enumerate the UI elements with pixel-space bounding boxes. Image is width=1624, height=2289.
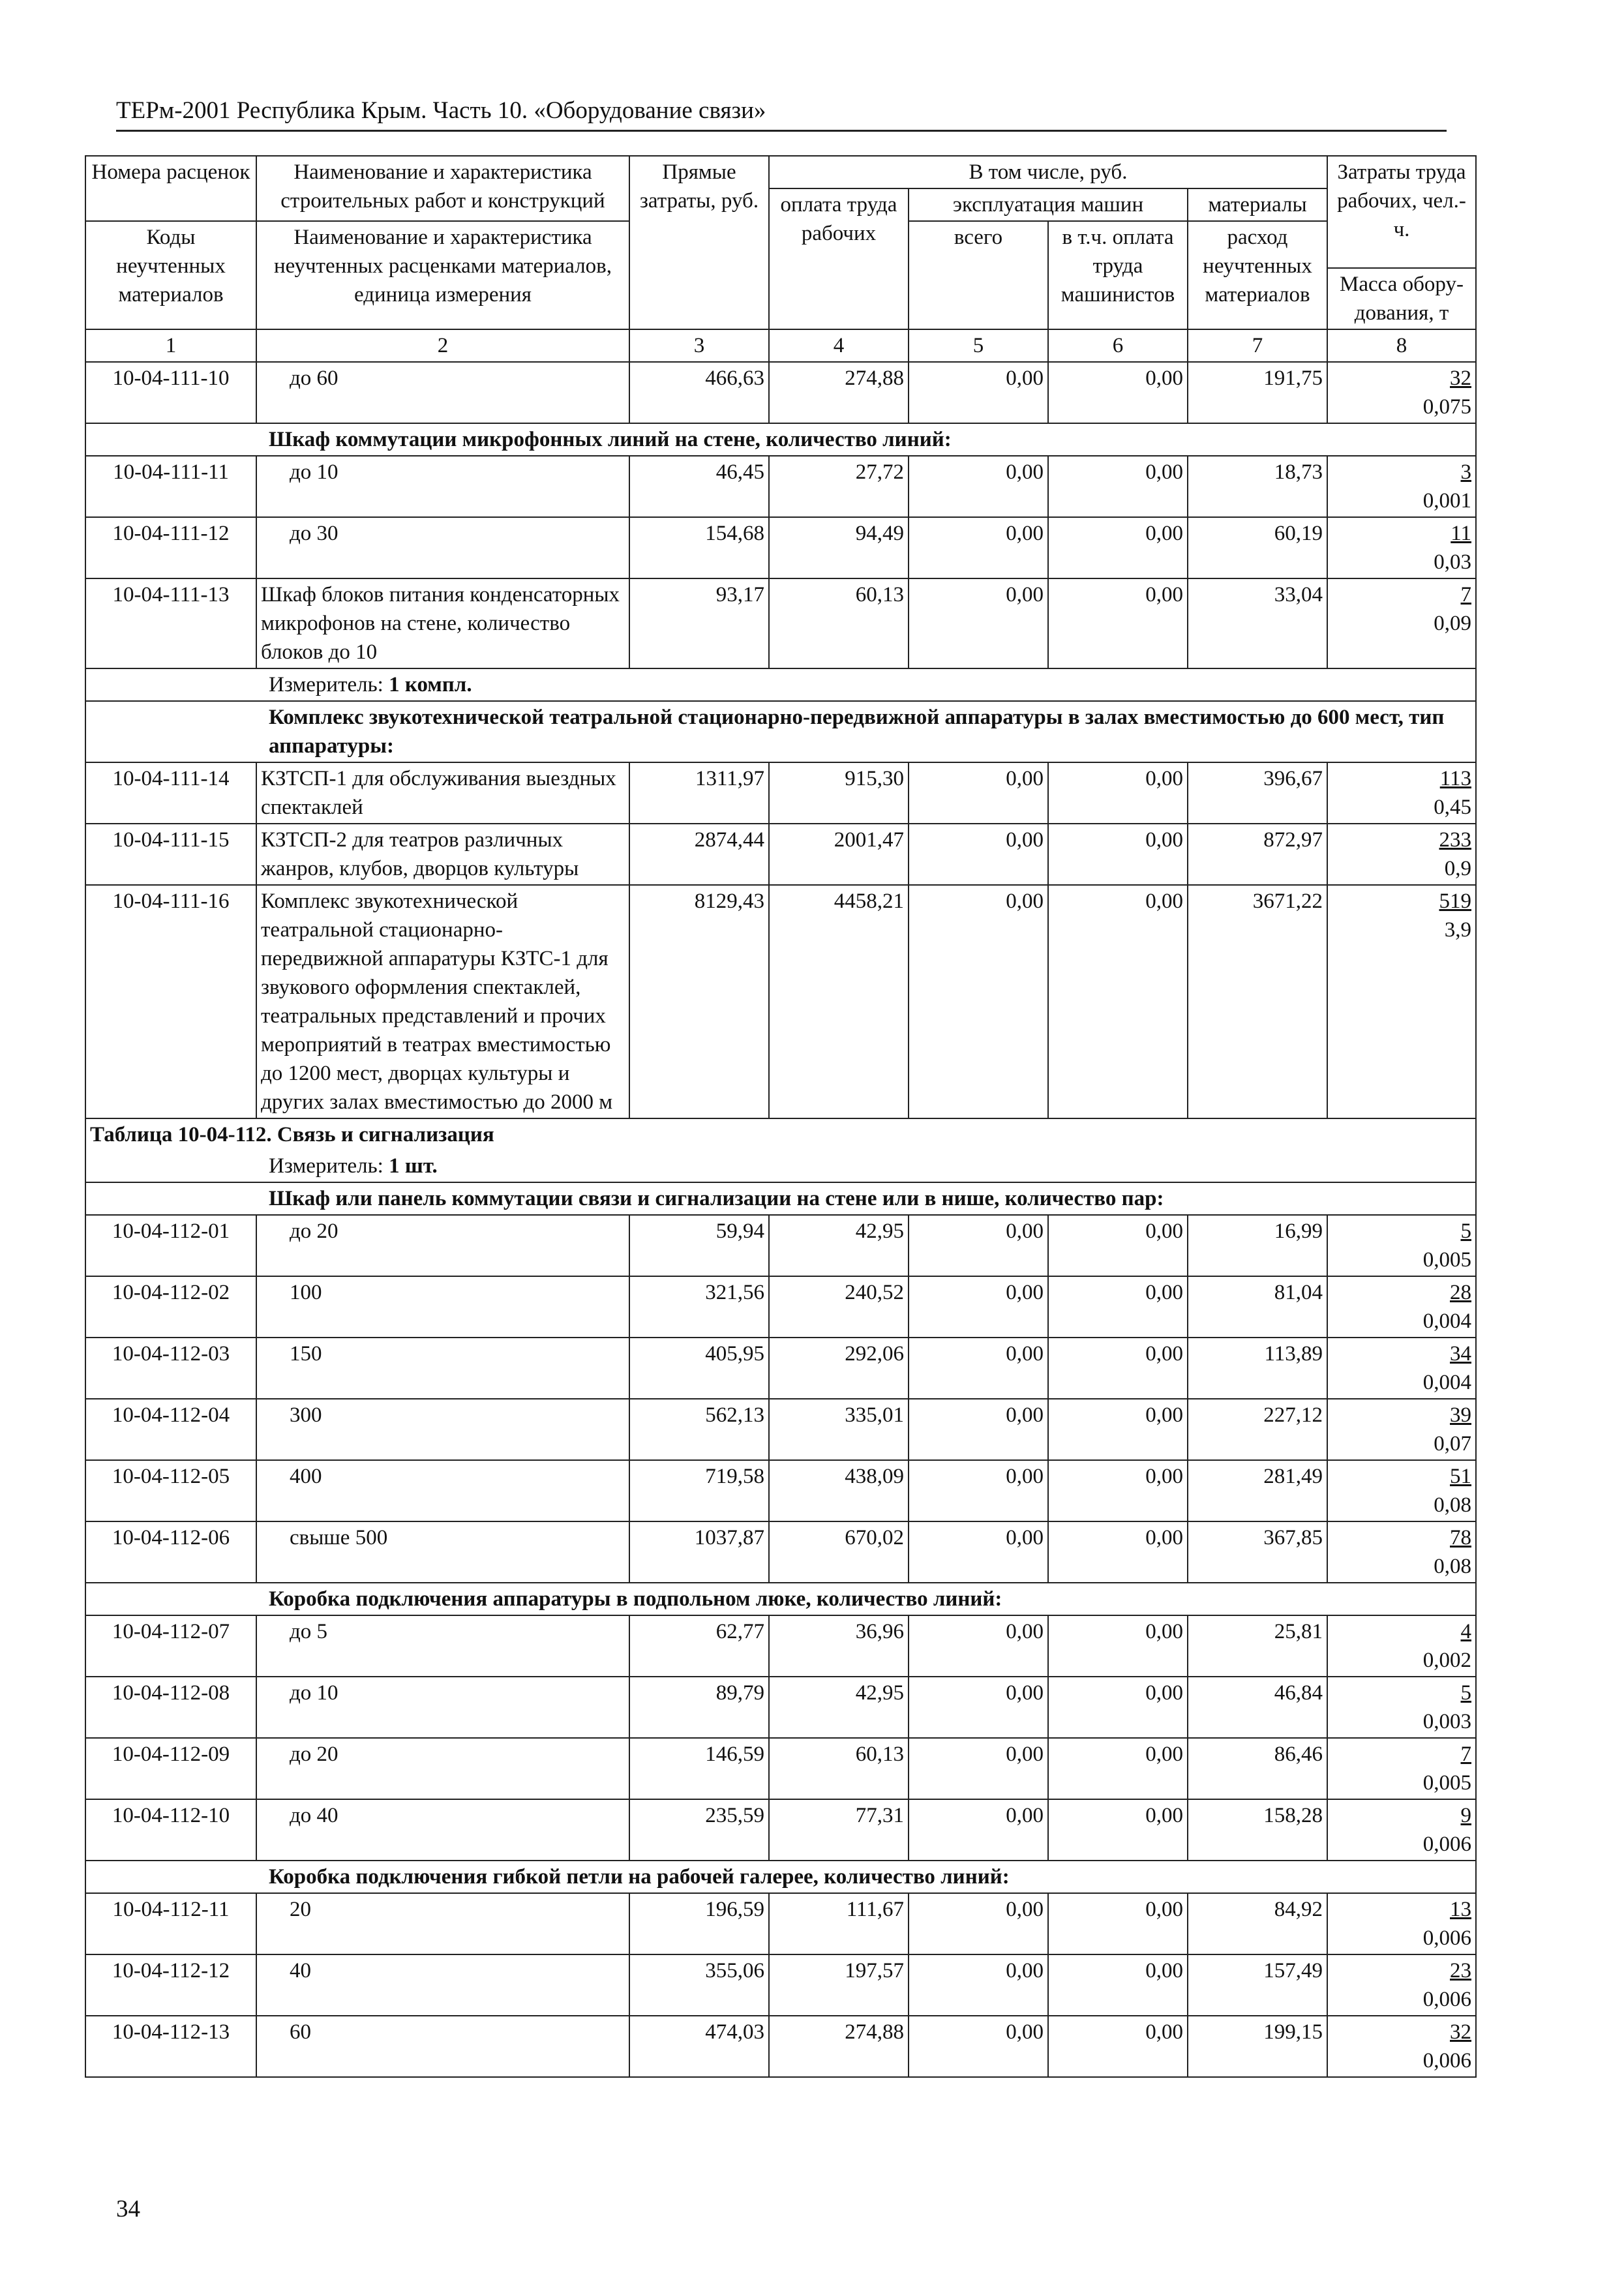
section-d <box>85 1583 1476 1615</box>
rate-code: 10-04-112-07 <box>85 1615 256 1677</box>
labor-hours: 39 <box>1450 1403 1472 1427</box>
equipment-mass: 3,9 <box>1444 918 1472 942</box>
materials-header: материалы <box>1188 188 1327 221</box>
rate-code: 10-04-111-13 <box>85 578 256 668</box>
equipment-mass: 0,005 <box>1422 1248 1472 1272</box>
table-title-block <box>85 1118 1476 1215</box>
materials-cost: 367,85 <box>1188 1521 1327 1583</box>
machinist-labor-cost: 0,00 <box>1048 1521 1188 1583</box>
direct-cost: 62,77 <box>629 1615 769 1677</box>
section-heading: Шкаф или панель коммутации связи и сигнализации на стене или в нише, количество пар: <box>85 1182 1476 1215</box>
labor-cost: 60,13 <box>769 1738 909 1799</box>
work-name: Шкаф блоков питания конденсаторных микрофонов на стене, количество блоков до 10 <box>256 578 629 668</box>
machinist-labor-cost: 0,00 <box>1048 1338 1188 1399</box>
rows-group-b <box>85 456 1476 668</box>
col2-header-top: Наименование и характеристика строительных работ и конструкций <box>256 156 629 221</box>
equipment-mass: 0,9 <box>1444 857 1472 880</box>
rows-group-a <box>85 362 1476 423</box>
column-number: 2 <box>256 329 629 362</box>
rate-code: 10-04-111-15 <box>85 824 256 885</box>
direct-cost: 562,13 <box>629 1399 769 1460</box>
table-row <box>85 1893 1476 1954</box>
column-number: 7 <box>1188 329 1327 362</box>
materials-cost: 396,67 <box>1188 762 1327 824</box>
machinist-labor-cost: 0,00 <box>1048 824 1188 885</box>
labor-cost: 4458,21 <box>769 885 909 1118</box>
machinist-labor-cost: 0,00 <box>1048 578 1188 668</box>
measure-label: Измеритель: <box>269 1154 389 1178</box>
work-name: до 40 <box>256 1799 629 1861</box>
labor-hours-mass-cell <box>1327 1677 1476 1738</box>
col3-header: Прямые затраты, руб. <box>629 156 769 329</box>
machine-cost: 0,00 <box>909 1521 1048 1583</box>
rows-group-f <box>85 1893 1476 2077</box>
materials-cost: 81,04 <box>1188 1276 1327 1338</box>
work-name: КЗТСП-2 для театров различных жанров, клубов, дворцов культуры <box>256 824 629 885</box>
machinist-labor-cost: 0,00 <box>1048 1460 1188 1521</box>
machine-cost: 0,00 <box>909 1460 1048 1521</box>
labor-hours: 7 <box>1460 583 1472 606</box>
machine-cost: 0,00 <box>909 1399 1048 1460</box>
labor-hours: 233 <box>1439 828 1472 852</box>
labor-hours: 32 <box>1450 367 1472 390</box>
table-row <box>85 517 1476 578</box>
materials-cost: 18,73 <box>1188 456 1327 517</box>
work-name: 300 <box>256 1399 629 1460</box>
rate-code: 10-04-112-12 <box>85 1954 256 2016</box>
labor-cost: 27,72 <box>769 456 909 517</box>
labor-hours-mass-cell <box>1327 1738 1476 1799</box>
machine-cost: 0,00 <box>909 2016 1048 2077</box>
machine-cost: 0,00 <box>909 1954 1048 2016</box>
materials-cost: 872,97 <box>1188 824 1327 885</box>
materials-cost: 281,49 <box>1188 1460 1327 1521</box>
labor-hours: 78 <box>1450 1526 1472 1549</box>
labor-cost: 274,88 <box>769 2016 909 2077</box>
labor-cost: 438,09 <box>769 1460 909 1521</box>
rate-code: 10-04-111-14 <box>85 762 256 824</box>
machine-cost: 0,00 <box>909 1276 1048 1338</box>
labor-hours-mass-cell <box>1327 1338 1476 1399</box>
labor-hours-mass-cell <box>1327 1215 1476 1276</box>
col8-header-bottom: Масса обору-дования, т <box>1327 268 1476 329</box>
price-table-sheet <box>85 155 1475 2078</box>
labor-hours-mass-cell <box>1327 1276 1476 1338</box>
measure-value: 1 компл. <box>389 673 472 696</box>
rows-group-c <box>85 762 1476 1118</box>
labor-cost: 915,30 <box>769 762 909 824</box>
table-row <box>85 2016 1476 2077</box>
machine-cost: 0,00 <box>909 456 1048 517</box>
labor-hours-mass-cell <box>1327 1521 1476 1583</box>
machinist-labor-cost: 0,00 <box>1048 762 1188 824</box>
machine-cost: 0,00 <box>909 1677 1048 1738</box>
labor-hours-mass-cell <box>1327 578 1476 668</box>
equipment-mass: 0,08 <box>1434 1493 1472 1517</box>
labor-hours: 13 <box>1450 1898 1472 1921</box>
direct-cost: 466,63 <box>629 362 769 423</box>
materials-cost: 25,81 <box>1188 1615 1327 1677</box>
labor-cost: 670,02 <box>769 1521 909 1583</box>
direct-cost: 59,94 <box>629 1215 769 1276</box>
price-table <box>85 155 1477 2078</box>
section-heading: Шкаф коммутации микрофонных линий на стене, количество линий: <box>85 423 1476 456</box>
materials-cost: 191,75 <box>1188 362 1327 423</box>
machine-cost: 0,00 <box>909 578 1048 668</box>
machinist-labor-cost: 0,00 <box>1048 1215 1188 1276</box>
labor-hours-mass-cell <box>1327 762 1476 824</box>
labor-hours: 23 <box>1450 1959 1472 1982</box>
rate-code: 10-04-112-04 <box>85 1399 256 1460</box>
labor-hours-mass-cell <box>1327 517 1476 578</box>
measure-line <box>85 668 1476 701</box>
work-name: до 30 <box>256 517 629 578</box>
table-row <box>85 1276 1476 1338</box>
machinist-labor-cost: 0,00 <box>1048 1276 1188 1338</box>
work-name: 100 <box>256 1276 629 1338</box>
section-a <box>85 423 1476 456</box>
page-number: 34 <box>116 2196 140 2222</box>
labor-hours: 34 <box>1450 1342 1472 1366</box>
col4-header: оплата труда рабочих <box>769 188 909 329</box>
labor-cost: 292,06 <box>769 1338 909 1399</box>
work-name: 60 <box>256 2016 629 2077</box>
materials-cost: 3671,22 <box>1188 885 1327 1118</box>
direct-cost: 93,17 <box>629 578 769 668</box>
direct-cost: 355,06 <box>629 1954 769 2016</box>
materials-cost: 86,46 <box>1188 1738 1327 1799</box>
labor-cost: 94,49 <box>769 517 909 578</box>
col2-header-bottom: Наименование и характеристика неучтенных расценками материалов, единица измерения <box>256 221 629 329</box>
machine-cost: 0,00 <box>909 1215 1048 1276</box>
group-header: В том числе, руб. <box>769 156 1327 188</box>
rows-group-d <box>85 1215 1476 1583</box>
equipment-mass: 0,006 <box>1422 1926 1472 1950</box>
table-row <box>85 885 1476 1118</box>
direct-cost: 405,95 <box>629 1338 769 1399</box>
labor-cost: 60,13 <box>769 578 909 668</box>
equipment-mass: 0,001 <box>1422 489 1472 513</box>
machinist-labor-cost: 0,00 <box>1048 1954 1188 2016</box>
section-b <box>85 701 1476 762</box>
section-e <box>85 1861 1476 1893</box>
direct-cost: 2874,44 <box>629 824 769 885</box>
equipment-mass: 0,002 <box>1422 1649 1472 1672</box>
direct-cost: 321,56 <box>629 1276 769 1338</box>
machinist-labor-cost: 0,00 <box>1048 1893 1188 1954</box>
direct-cost: 235,59 <box>629 1799 769 1861</box>
labor-cost: 274,88 <box>769 362 909 423</box>
labor-hours-mass-cell <box>1327 456 1476 517</box>
table-row <box>85 1615 1476 1677</box>
labor-cost: 36,96 <box>769 1615 909 1677</box>
direct-cost: 474,03 <box>629 2016 769 2077</box>
labor-hours-mass-cell <box>1327 2016 1476 2077</box>
section-heading: Коробка подключения аппаратуры в подпольном люке, количество линий: <box>85 1583 1476 1615</box>
table-row <box>85 1677 1476 1738</box>
rate-code: 10-04-111-16 <box>85 885 256 1118</box>
measure-a <box>85 668 1476 701</box>
equipment-mass: 0,03 <box>1434 550 1472 574</box>
labor-hours: 113 <box>1439 767 1472 790</box>
labor-hours-mass-cell <box>1327 1460 1476 1521</box>
work-name: 20 <box>256 1893 629 1954</box>
equipment-mass: 0,006 <box>1422 1988 1472 2011</box>
direct-cost: 146,59 <box>629 1738 769 1799</box>
page-header: ТЕРм-2001 Республика Крым. Часть 10. «Оборудование связи» <box>116 97 1447 132</box>
labor-hours-mass-cell <box>1327 1615 1476 1677</box>
machinist-labor-cost: 0,00 <box>1048 1615 1188 1677</box>
labor-hours: 28 <box>1450 1281 1472 1304</box>
equipment-mass: 0,004 <box>1422 1371 1472 1394</box>
labor-cost: 42,95 <box>769 1215 909 1276</box>
direct-cost: 1311,97 <box>629 762 769 824</box>
work-name: до 10 <box>256 456 629 517</box>
labor-hours: 51 <box>1450 1465 1472 1488</box>
machinist-labor-cost: 0,00 <box>1048 1677 1188 1738</box>
col7-header: расход неучтенных материалов <box>1188 221 1327 329</box>
equipment-mass: 0,005 <box>1422 1771 1472 1795</box>
rows-group-e <box>85 1615 1476 1861</box>
table-row <box>85 762 1476 824</box>
rate-code: 10-04-111-11 <box>85 456 256 517</box>
section-heading: Комплекс звукотехнической театральной стационарно-передвижной аппаратуры в залах вместимостью до 600 мест, тип аппаратуры: <box>85 701 1476 762</box>
equipment-mass: 0,006 <box>1422 1833 1472 1856</box>
machine-cost: 0,00 <box>909 762 1048 824</box>
materials-cost: 199,15 <box>1188 2016 1327 2077</box>
column-numbers-row <box>85 329 1476 362</box>
labor-hours-mass-cell <box>1327 1399 1476 1460</box>
col1-header-bottom: Коды неучтенных материалов <box>85 221 256 329</box>
materials-cost: 84,92 <box>1188 1893 1327 1954</box>
table-row <box>85 824 1476 885</box>
materials-cost: 33,04 <box>1188 578 1327 668</box>
materials-cost: 60,19 <box>1188 517 1327 578</box>
machinist-labor-cost: 0,00 <box>1048 517 1188 578</box>
labor-cost: 42,95 <box>769 1677 909 1738</box>
work-name: 400 <box>256 1460 629 1521</box>
equipment-mass: 0,075 <box>1422 395 1472 419</box>
machinist-labor-cost: 0,00 <box>1048 1738 1188 1799</box>
direct-cost: 196,59 <box>629 1893 769 1954</box>
rate-code: 10-04-111-12 <box>85 517 256 578</box>
machine-cost: 0,00 <box>909 517 1048 578</box>
machine-cost: 0,00 <box>909 1893 1048 1954</box>
work-name: 150 <box>256 1338 629 1399</box>
machine-cost: 0,00 <box>909 362 1048 423</box>
equipment-mass: 0,004 <box>1422 1309 1472 1333</box>
work-name: свыше 500 <box>256 1521 629 1583</box>
labor-hours-mass-cell <box>1327 1954 1476 2016</box>
work-name: КЗТСП-1 для обслуживания выездных спектаклей <box>256 762 629 824</box>
table-row <box>85 1338 1476 1399</box>
machinist-labor-cost: 0,00 <box>1048 362 1188 423</box>
measure-value: 1 шт. <box>389 1154 438 1178</box>
direct-cost: 8129,43 <box>629 885 769 1118</box>
machine-cost: 0,00 <box>909 885 1048 1118</box>
col8-header-top: Затраты труда рабочих, чел.-ч. <box>1327 156 1476 268</box>
labor-hours: 519 <box>1439 890 1472 913</box>
labor-hours: 5 <box>1460 1681 1472 1705</box>
materials-cost: 113,89 <box>1188 1338 1327 1399</box>
rate-code: 10-04-112-05 <box>85 1460 256 1521</box>
rate-code: 10-04-112-09 <box>85 1738 256 1799</box>
labor-hours: 5 <box>1460 1219 1472 1243</box>
work-name: Комплекс звукотехнической театральной стационарно-передвижной аппаратуры КЗТС-1 для звукового оформления спектаклей, театральных представлений и прочих мероприятий в театрах вместимостью до 1200 мест, дворцах культуры и других залах вместимостью до 2000 м <box>256 885 629 1118</box>
col6-header: в т.ч. оплата труда машинистов <box>1048 221 1188 329</box>
labor-hours: 9 <box>1460 1804 1472 1827</box>
rate-code: 10-04-112-08 <box>85 1677 256 1738</box>
table-row <box>85 456 1476 517</box>
equipment-mass: 0,45 <box>1434 796 1472 819</box>
work-name: до 5 <box>256 1615 629 1677</box>
labor-hours: 32 <box>1450 2020 1472 2044</box>
machinist-labor-cost: 0,00 <box>1048 1799 1188 1861</box>
table-row <box>85 1954 1476 2016</box>
labor-hours: 11 <box>1451 522 1472 545</box>
column-number: 6 <box>1048 329 1188 362</box>
direct-cost: 46,45 <box>629 456 769 517</box>
table-row <box>85 1460 1476 1521</box>
direct-cost: 154,68 <box>629 517 769 578</box>
labor-cost: 111,67 <box>769 1893 909 1954</box>
col5-header: всего <box>909 221 1048 329</box>
machine-cost: 0,00 <box>909 1338 1048 1399</box>
machine-cost: 0,00 <box>909 1615 1048 1677</box>
work-name: до 20 <box>256 1215 629 1276</box>
rate-code: 10-04-112-03 <box>85 1338 256 1399</box>
table-row <box>85 362 1476 423</box>
measure-label: Измеритель: <box>269 673 389 696</box>
equipment-mass: 0,07 <box>1434 1432 1472 1456</box>
column-number: 3 <box>629 329 769 362</box>
column-number: 1 <box>85 329 256 362</box>
labor-hours-mass-cell <box>1327 1893 1476 1954</box>
work-name: 40 <box>256 1954 629 2016</box>
work-name: до 10 <box>256 1677 629 1738</box>
machinist-labor-cost: 0,00 <box>1048 1399 1188 1460</box>
table-row <box>85 1399 1476 1460</box>
labor-hours-mass-cell <box>1327 1799 1476 1861</box>
work-name: до 60 <box>256 362 629 423</box>
rate-code: 10-04-112-01 <box>85 1215 256 1276</box>
work-name: до 20 <box>256 1738 629 1799</box>
machinist-labor-cost: 0,00 <box>1048 2016 1188 2077</box>
equipment-mass: 0,09 <box>1434 612 1472 635</box>
table-row <box>85 1799 1476 1861</box>
machines-header: эксплуатация машин <box>909 188 1188 221</box>
column-number: 8 <box>1327 329 1476 362</box>
table-row <box>85 1521 1476 1583</box>
equipment-mass: 0,006 <box>1422 2049 1472 2072</box>
labor-hours-mass-cell <box>1327 362 1476 423</box>
labor-cost: 240,52 <box>769 1276 909 1338</box>
labor-hours-mass-cell <box>1327 885 1476 1118</box>
direct-cost: 719,58 <box>629 1460 769 1521</box>
machine-cost: 0,00 <box>909 1738 1048 1799</box>
machinist-labor-cost: 0,00 <box>1048 456 1188 517</box>
machine-cost: 0,00 <box>909 824 1048 885</box>
header-row-1 <box>85 156 1476 188</box>
materials-cost: 158,28 <box>1188 1799 1327 1861</box>
direct-cost: 89,79 <box>629 1677 769 1738</box>
table-row <box>85 578 1476 668</box>
rate-code: 10-04-111-10 <box>85 362 256 423</box>
labor-cost: 2001,47 <box>769 824 909 885</box>
labor-hours: 4 <box>1460 1620 1472 1643</box>
table-row <box>85 1738 1476 1799</box>
machinist-labor-cost: 0,00 <box>1048 885 1188 1118</box>
section-heading: Коробка подключения гибкой петли на рабочей галерее, количество линий: <box>85 1861 1476 1893</box>
equipment-mass: 0,003 <box>1422 1710 1472 1733</box>
materials-cost: 227,12 <box>1188 1399 1327 1460</box>
column-number: 5 <box>909 329 1048 362</box>
measure-line <box>85 1150 1476 1182</box>
rate-code: 10-04-112-13 <box>85 2016 256 2077</box>
materials-cost: 16,99 <box>1188 1215 1327 1276</box>
materials-cost: 46,84 <box>1188 1677 1327 1738</box>
labor-hours: 7 <box>1460 1743 1472 1766</box>
table-title: Таблица 10-04-112. Связь и сигнализация <box>85 1118 1476 1150</box>
rate-code: 10-04-112-06 <box>85 1521 256 1583</box>
col1-header-top: Номера расценок <box>85 156 256 221</box>
equipment-mass: 0,08 <box>1434 1555 1472 1578</box>
machine-cost: 0,00 <box>909 1799 1048 1861</box>
labor-cost: 197,57 <box>769 1954 909 2016</box>
direct-cost: 1037,87 <box>629 1521 769 1583</box>
labor-cost: 335,01 <box>769 1399 909 1460</box>
rate-code: 10-04-112-02 <box>85 1276 256 1338</box>
labor-hours-mass-cell <box>1327 824 1476 885</box>
column-number: 4 <box>769 329 909 362</box>
labor-hours: 3 <box>1460 460 1472 484</box>
rate-code: 10-04-112-10 <box>85 1799 256 1861</box>
table-row <box>85 1215 1476 1276</box>
materials-cost: 157,49 <box>1188 1954 1327 2016</box>
labor-cost: 77,31 <box>769 1799 909 1861</box>
rate-code: 10-04-112-11 <box>85 1893 256 1954</box>
